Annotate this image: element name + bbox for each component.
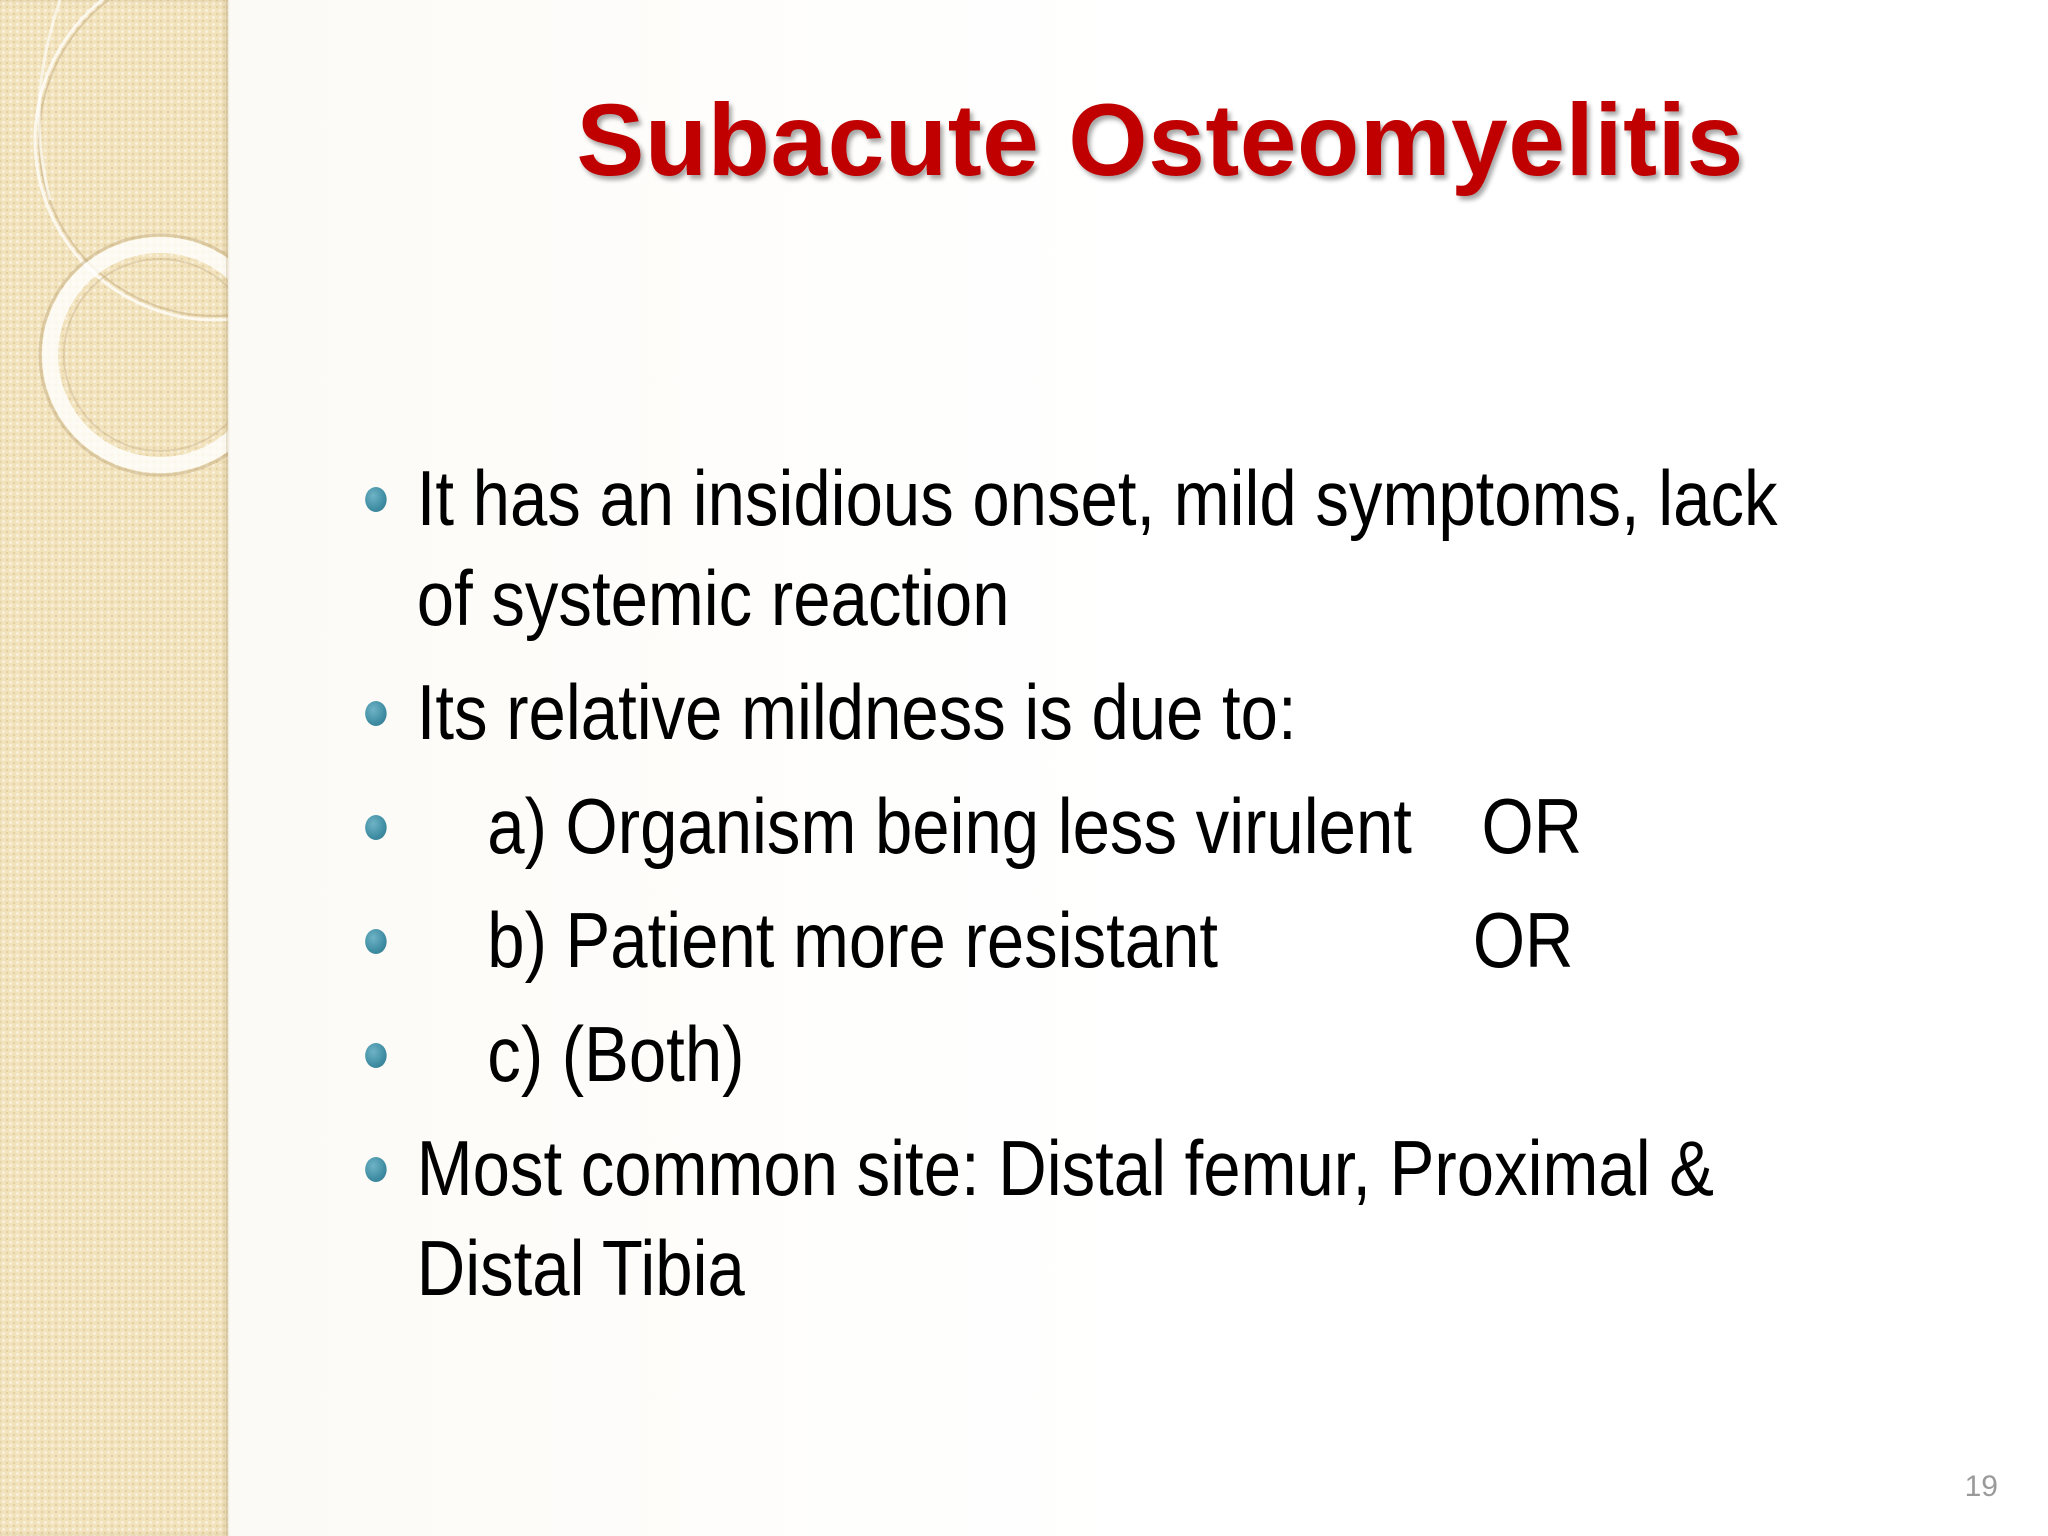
bullet-or-label: OR [1481, 782, 1583, 870]
bullet-item [360, 662, 2034, 762]
bullet-text: b) Patient more resistant [487, 896, 1219, 984]
bullet-text: a) Organism being less virulent [487, 782, 1412, 870]
bullet-text: Its relative mildness is due to: [416, 668, 1297, 756]
bullet-dot-icon [365, 929, 387, 954]
bullet-item [360, 776, 2034, 876]
bullet-dot-icon [365, 701, 387, 726]
side-panel-edge [226, 0, 230, 1536]
bullet-dot-icon [365, 1043, 387, 1068]
bullet-or-label: OR [1472, 896, 1574, 984]
bullet-text-continuation: of systemic reaction [416, 554, 1010, 642]
bullet-item [360, 890, 2034, 990]
bullet-item [360, 448, 2034, 648]
page-number: 19 [1964, 1470, 1998, 1503]
swirl-ornament-icon [0, 0, 228, 520]
bullet-text-continuation: Distal Tibia [416, 1224, 745, 1312]
slide-title: Subacute Osteomyelitis [576, 83, 1744, 197]
bullet-text: It has an insidious onset, mild symptoms, lack [416, 454, 1778, 542]
bullet-dot-icon [365, 815, 387, 840]
bullet-text: c) (Both) [487, 1010, 745, 1098]
bullet-dot-icon [365, 487, 387, 512]
bullet-dot-icon [365, 1157, 387, 1182]
decorative-side-panel [0, 0, 228, 1536]
bullet-list [360, 448, 1980, 1332]
bullet-item [360, 1118, 2034, 1318]
bullet-text: Most common site: Distal femur, Proximal & [416, 1124, 1714, 1212]
bullet-item [360, 1004, 2034, 1104]
